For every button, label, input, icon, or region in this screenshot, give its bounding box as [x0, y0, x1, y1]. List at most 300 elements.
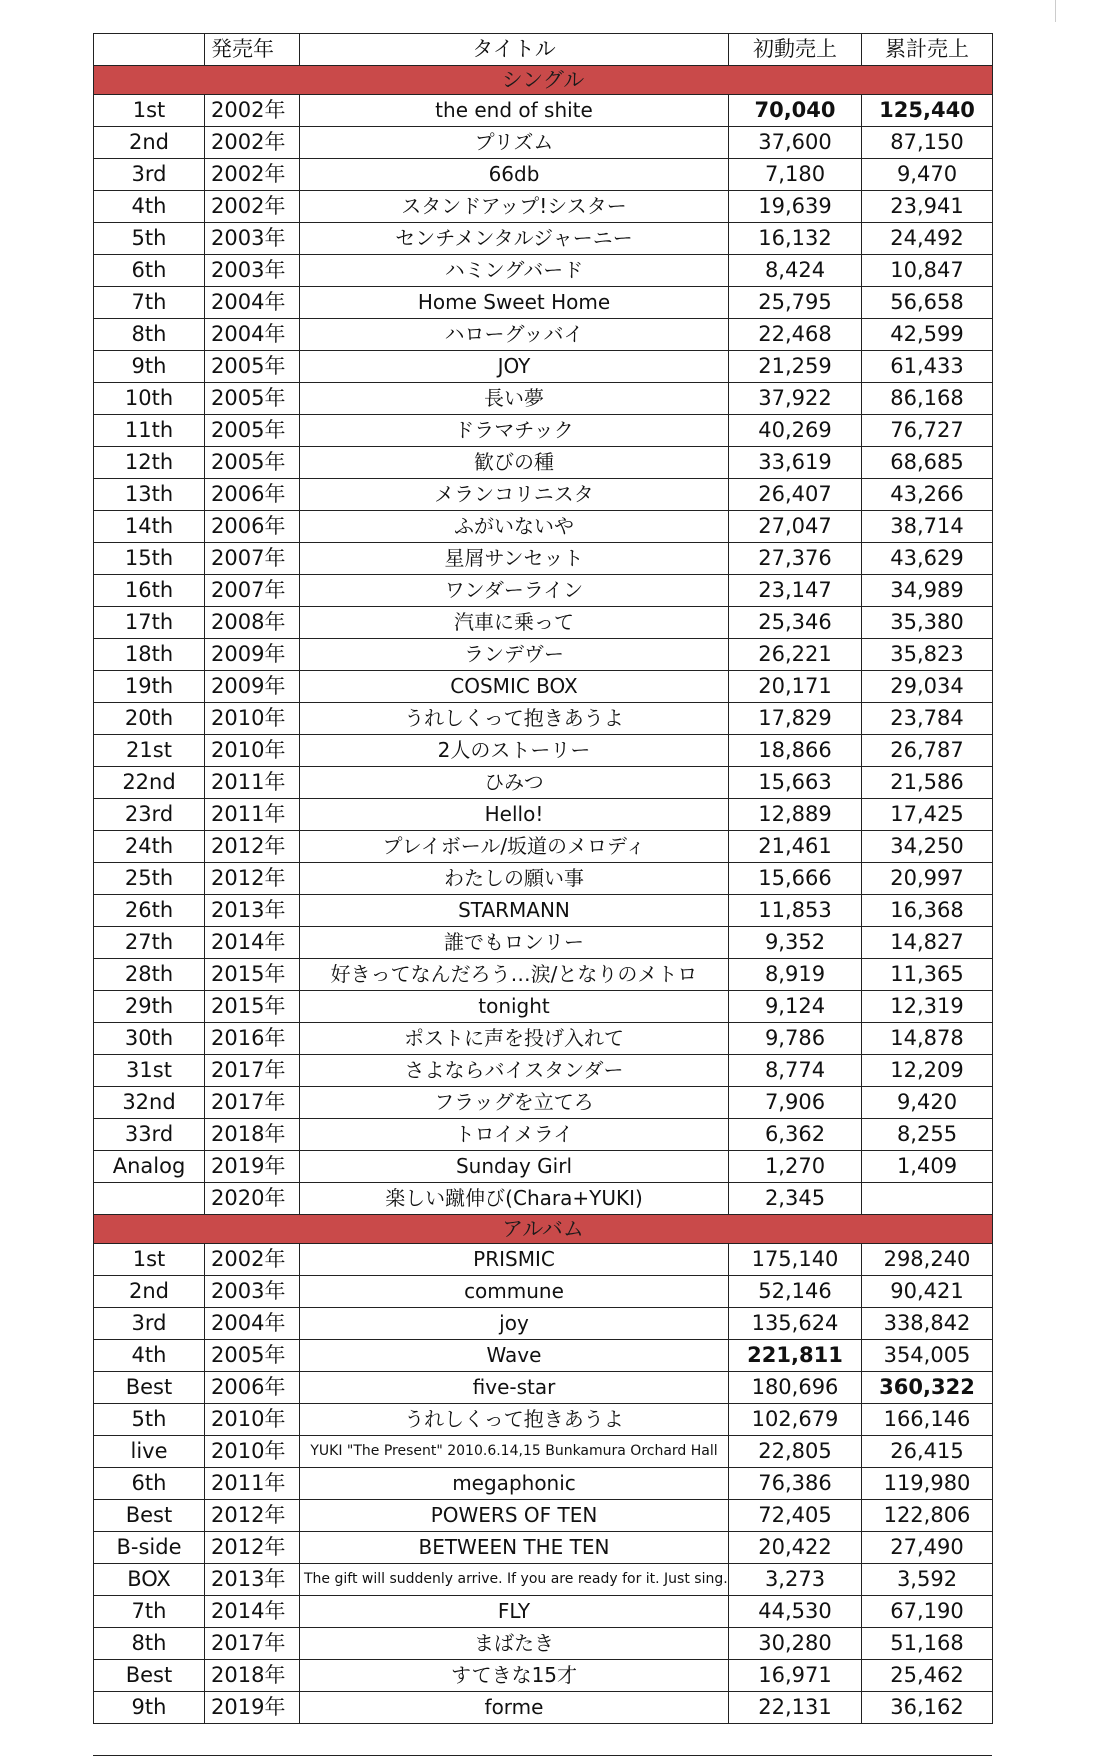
- release-number-cell: 2nd: [94, 127, 205, 159]
- first-week-sales-cell: 37,600: [729, 127, 862, 159]
- table-row: [94, 575, 993, 607]
- table-row: [94, 1055, 993, 1087]
- title-cell: FLY: [300, 1596, 729, 1628]
- total-sales-cell: 14,827: [862, 927, 993, 959]
- release-number-cell: 4th: [94, 191, 205, 223]
- release-year-cell: 2002年: [205, 1244, 300, 1276]
- release-number-cell: 10th: [94, 383, 205, 415]
- first-week-sales-cell: 76,386: [729, 1468, 862, 1500]
- release-number-cell: live: [94, 1436, 205, 1468]
- release-number-cell: 33rd: [94, 1119, 205, 1151]
- release-number-cell: Best: [94, 1660, 205, 1692]
- table-row: [94, 543, 993, 575]
- first-week-sales-cell: 27,376: [729, 543, 862, 575]
- title-cell: forme: [300, 1692, 729, 1724]
- total-sales-cell: 29,034: [862, 671, 993, 703]
- table-row: [94, 1119, 993, 1151]
- page-edge-line: [1055, 0, 1056, 22]
- table-row: [94, 383, 993, 415]
- bottom-rule: [93, 1755, 992, 1756]
- release-year-cell: 2011年: [205, 767, 300, 799]
- release-number-cell: 27th: [94, 927, 205, 959]
- release-year-cell: 2014年: [205, 1596, 300, 1628]
- release-year-cell: 2017年: [205, 1087, 300, 1119]
- release-year-cell: 2002年: [205, 191, 300, 223]
- title-cell: BETWEEN THE TEN: [300, 1532, 729, 1564]
- title-cell: ひみつ: [300, 767, 729, 799]
- title-cell: まばたき: [300, 1628, 729, 1660]
- table-row: [94, 319, 993, 351]
- total-sales-cell: 9,470: [862, 159, 993, 191]
- first-week-sales-cell: 1,270: [729, 1151, 862, 1183]
- table-row: [94, 671, 993, 703]
- table-row: [94, 415, 993, 447]
- first-week-sales-cell: 7,906: [729, 1087, 862, 1119]
- release-year-cell: 2005年: [205, 447, 300, 479]
- title-cell: プレイボール/坂道のメロディ: [300, 831, 729, 863]
- first-week-sales-cell: 16,132: [729, 223, 862, 255]
- sales-table-body: [94, 34, 993, 1724]
- release-year-cell: 2003年: [205, 255, 300, 287]
- table-row: [94, 159, 993, 191]
- title-cell: Home Sweet Home: [300, 287, 729, 319]
- first-week-sales-cell: 30,280: [729, 1628, 862, 1660]
- release-year-cell: 2009年: [205, 639, 300, 671]
- total-sales-cell: 298,240: [862, 1244, 993, 1276]
- table-row: [94, 255, 993, 287]
- total-sales-cell: 338,842: [862, 1308, 993, 1340]
- table-row: [94, 287, 993, 319]
- header-row: [94, 34, 993, 66]
- release-year-cell: 2006年: [205, 511, 300, 543]
- title-cell: うれしくって抱きあうよ: [300, 1404, 729, 1436]
- release-year-cell: 2013年: [205, 1564, 300, 1596]
- table-row: [94, 1340, 993, 1372]
- release-year-cell: 2006年: [205, 1372, 300, 1404]
- table-row: [94, 1244, 993, 1276]
- title-cell: tonight: [300, 991, 729, 1023]
- table-row: [94, 1151, 993, 1183]
- total-sales-cell: 34,989: [862, 575, 993, 607]
- total-sales-cell: 51,168: [862, 1628, 993, 1660]
- title-cell: わたしの願い事: [300, 863, 729, 895]
- first-week-sales-cell: 26,221: [729, 639, 862, 671]
- table-row: [94, 735, 993, 767]
- table-row: [94, 703, 993, 735]
- total-sales-cell: 24,492: [862, 223, 993, 255]
- release-number-cell: 23rd: [94, 799, 205, 831]
- total-sales-cell: 90,421: [862, 1276, 993, 1308]
- release-number-cell: 12th: [94, 447, 205, 479]
- release-number-cell: 19th: [94, 671, 205, 703]
- total-sales-cell: 122,806: [862, 1500, 993, 1532]
- title-cell: 2人のストーリー: [300, 735, 729, 767]
- title-cell: さよならバイスタンダー: [300, 1055, 729, 1087]
- total-sales-cell: 67,190: [862, 1596, 993, 1628]
- release-year-cell: 2012年: [205, 1500, 300, 1532]
- table-row: [94, 895, 993, 927]
- title-cell: STARMANN: [300, 895, 729, 927]
- release-number-cell: 31st: [94, 1055, 205, 1087]
- total-sales-cell: 16,368: [862, 895, 993, 927]
- first-week-sales-cell: 27,047: [729, 511, 862, 543]
- release-year-cell: 2010年: [205, 735, 300, 767]
- table-row: [94, 191, 993, 223]
- table-row: [94, 351, 993, 383]
- table-row: [94, 95, 993, 127]
- release-number-cell: 25th: [94, 863, 205, 895]
- title-cell: すてきな15才: [300, 1660, 729, 1692]
- section-label: アルバム: [94, 1215, 993, 1244]
- total-sales-cell: 27,490: [862, 1532, 993, 1564]
- release-number-cell: 8th: [94, 1628, 205, 1660]
- release-number-cell: 6th: [94, 255, 205, 287]
- release-year-cell: 2004年: [205, 287, 300, 319]
- release-year-cell: 2019年: [205, 1692, 300, 1724]
- table-row: [94, 479, 993, 511]
- total-sales-cell: 56,658: [862, 287, 993, 319]
- title-cell: プリズム: [300, 127, 729, 159]
- total-sales-cell: 68,685: [862, 447, 993, 479]
- total-sales-cell: 166,146: [862, 1404, 993, 1436]
- release-number-cell: Best: [94, 1500, 205, 1532]
- total-sales-cell: 35,823: [862, 639, 993, 671]
- title-cell: COSMIC BOX: [300, 671, 729, 703]
- release-number-cell: Best: [94, 1372, 205, 1404]
- total-sales-cell: 125,440: [862, 95, 993, 127]
- release-number-cell: 30th: [94, 1023, 205, 1055]
- first-week-sales-cell: 180,696: [729, 1372, 862, 1404]
- first-week-sales-cell: 18,866: [729, 735, 862, 767]
- first-week-sales-cell: 9,352: [729, 927, 862, 959]
- header-title: タイトル: [300, 34, 729, 66]
- release-year-cell: 2005年: [205, 383, 300, 415]
- table-row: [94, 1628, 993, 1660]
- release-number-cell: Analog: [94, 1151, 205, 1183]
- title-cell: The gift will suddenly arrive. If you are ready for it. Just sing.: [300, 1564, 729, 1596]
- title-cell: スタンドアップ!シスター: [300, 191, 729, 223]
- release-number-cell: 20th: [94, 703, 205, 735]
- release-year-cell: 2005年: [205, 1340, 300, 1372]
- release-year-cell: 2013年: [205, 895, 300, 927]
- sales-table: [93, 33, 993, 1724]
- title-cell: commune: [300, 1276, 729, 1308]
- table-row: [94, 639, 993, 671]
- total-sales-cell: 26,415: [862, 1436, 993, 1468]
- header-year: 発売年: [205, 34, 300, 66]
- release-year-cell: 2007年: [205, 575, 300, 607]
- header-total-sales: 累計売上: [862, 34, 993, 66]
- release-number-cell: BOX: [94, 1564, 205, 1596]
- release-number-cell: 22nd: [94, 767, 205, 799]
- total-sales-cell: 42,599: [862, 319, 993, 351]
- first-week-sales-cell: 3,273: [729, 1564, 862, 1596]
- release-year-cell: 2012年: [205, 831, 300, 863]
- release-number-cell: B-side: [94, 1532, 205, 1564]
- first-week-sales-cell: 8,424: [729, 255, 862, 287]
- release-year-cell: 2019年: [205, 1151, 300, 1183]
- release-year-cell: 2010年: [205, 703, 300, 735]
- first-week-sales-cell: 175,140: [729, 1244, 862, 1276]
- release-number-cell: 16th: [94, 575, 205, 607]
- first-week-sales-cell: 72,405: [729, 1500, 862, 1532]
- first-week-sales-cell: 40,269: [729, 415, 862, 447]
- release-number-cell: 4th: [94, 1340, 205, 1372]
- release-year-cell: 2003年: [205, 1276, 300, 1308]
- title-cell: 誰でもロンリー: [300, 927, 729, 959]
- section-header-row: [94, 66, 993, 95]
- release-number-cell: 26th: [94, 895, 205, 927]
- release-number-cell: 17th: [94, 607, 205, 639]
- title-cell: トロイメライ: [300, 1119, 729, 1151]
- release-number-cell: 28th: [94, 959, 205, 991]
- table-row: [94, 927, 993, 959]
- release-year-cell: 2004年: [205, 1308, 300, 1340]
- release-number-cell: 5th: [94, 1404, 205, 1436]
- release-number-cell: 1st: [94, 95, 205, 127]
- total-sales-cell: 20,997: [862, 863, 993, 895]
- total-sales-cell: 23,941: [862, 191, 993, 223]
- title-cell: ドラマチック: [300, 415, 729, 447]
- title-cell: ワンダーライン: [300, 575, 729, 607]
- total-sales-cell: 119,980: [862, 1468, 993, 1500]
- first-week-sales-cell: 9,786: [729, 1023, 862, 1055]
- title-cell: JOY: [300, 351, 729, 383]
- release-number-cell: 9th: [94, 1692, 205, 1724]
- table-row: [94, 607, 993, 639]
- release-year-cell: 2006年: [205, 479, 300, 511]
- first-week-sales-cell: 102,679: [729, 1404, 862, 1436]
- title-cell: 歓びの種: [300, 447, 729, 479]
- total-sales-cell: 23,784: [862, 703, 993, 735]
- release-number-cell: 2nd: [94, 1276, 205, 1308]
- title-cell: Sunday Girl: [300, 1151, 729, 1183]
- first-week-sales-cell: 70,040: [729, 95, 862, 127]
- first-week-sales-cell: 16,971: [729, 1660, 862, 1692]
- table-row: [94, 831, 993, 863]
- total-sales-cell: 87,150: [862, 127, 993, 159]
- title-cell: YUKI "The Present" 2010.6.14,15 Bunkamura Orchard Hall: [300, 1436, 729, 1468]
- release-number-cell: 21st: [94, 735, 205, 767]
- title-cell: 好きってなんだろう…涙/となりのメトロ: [300, 959, 729, 991]
- release-year-cell: 2002年: [205, 159, 300, 191]
- section-label: シングル: [94, 66, 993, 95]
- release-number-cell: 7th: [94, 287, 205, 319]
- first-week-sales-cell: 23,147: [729, 575, 862, 607]
- release-year-cell: 2005年: [205, 415, 300, 447]
- first-week-sales-cell: 25,795: [729, 287, 862, 319]
- title-cell: the end of shite: [300, 95, 729, 127]
- title-cell: 楽しい蹴伸び(Chara+YUKI): [300, 1183, 729, 1215]
- title-cell: ポストに声を投げ入れて: [300, 1023, 729, 1055]
- total-sales-cell: 14,878: [862, 1023, 993, 1055]
- first-week-sales-cell: 52,146: [729, 1276, 862, 1308]
- release-number-cell: 9th: [94, 351, 205, 383]
- title-cell: 星屑サンセット: [300, 543, 729, 575]
- release-year-cell: 2014年: [205, 927, 300, 959]
- title-cell: 長い夢: [300, 383, 729, 415]
- total-sales-cell: 61,433: [862, 351, 993, 383]
- release-year-cell: 2010年: [205, 1404, 300, 1436]
- release-year-cell: 2012年: [205, 1532, 300, 1564]
- first-week-sales-cell: 221,811: [729, 1340, 862, 1372]
- title-cell: PRISMIC: [300, 1244, 729, 1276]
- release-year-cell: 2012年: [205, 863, 300, 895]
- release-number-cell: 24th: [94, 831, 205, 863]
- release-year-cell: 2015年: [205, 991, 300, 1023]
- release-year-cell: 2007年: [205, 543, 300, 575]
- release-year-cell: 2005年: [205, 351, 300, 383]
- first-week-sales-cell: 8,919: [729, 959, 862, 991]
- title-cell: Wave: [300, 1340, 729, 1372]
- first-week-sales-cell: 12,889: [729, 799, 862, 831]
- first-week-sales-cell: 20,422: [729, 1532, 862, 1564]
- total-sales-cell: 26,787: [862, 735, 993, 767]
- first-week-sales-cell: 20,171: [729, 671, 862, 703]
- table-row: [94, 511, 993, 543]
- title-cell: megaphonic: [300, 1468, 729, 1500]
- title-cell: Hello!: [300, 799, 729, 831]
- header-number: [94, 34, 205, 66]
- title-cell: センチメンタルジャーニー: [300, 223, 729, 255]
- total-sales-cell: 86,168: [862, 383, 993, 415]
- header-first-week-sales: 初動売上: [729, 34, 862, 66]
- title-cell: ふがいないや: [300, 511, 729, 543]
- first-week-sales-cell: 15,666: [729, 863, 862, 895]
- title-cell: 66db: [300, 159, 729, 191]
- title-cell: joy: [300, 1308, 729, 1340]
- total-sales-cell: 12,319: [862, 991, 993, 1023]
- first-week-sales-cell: 9,124: [729, 991, 862, 1023]
- total-sales-cell: 25,462: [862, 1660, 993, 1692]
- first-week-sales-cell: 26,407: [729, 479, 862, 511]
- table-row: [94, 991, 993, 1023]
- first-week-sales-cell: 22,131: [729, 1692, 862, 1724]
- title-cell: ハミングバード: [300, 255, 729, 287]
- table-row: [94, 767, 993, 799]
- release-number-cell: 5th: [94, 223, 205, 255]
- first-week-sales-cell: 2,345: [729, 1183, 862, 1215]
- release-number-cell: 29th: [94, 991, 205, 1023]
- release-year-cell: 2017年: [205, 1628, 300, 1660]
- table-row: [94, 1500, 993, 1532]
- release-number-cell: 11th: [94, 415, 205, 447]
- title-cell: 汽車に乗って: [300, 607, 729, 639]
- release-number-cell: 6th: [94, 1468, 205, 1500]
- release-year-cell: 2017年: [205, 1055, 300, 1087]
- table-row: [94, 1564, 993, 1596]
- table-row: [94, 1276, 993, 1308]
- first-week-sales-cell: 21,259: [729, 351, 862, 383]
- release-year-cell: 2018年: [205, 1660, 300, 1692]
- total-sales-cell: 36,162: [862, 1692, 993, 1724]
- release-year-cell: 2004年: [205, 319, 300, 351]
- title-cell: ランデヴー: [300, 639, 729, 671]
- release-year-cell: 2016年: [205, 1023, 300, 1055]
- table-row: [94, 447, 993, 479]
- total-sales-cell: 17,425: [862, 799, 993, 831]
- table-row: [94, 1087, 993, 1119]
- release-year-cell: 2015年: [205, 959, 300, 991]
- table-row: [94, 1532, 993, 1564]
- release-year-cell: 2002年: [205, 127, 300, 159]
- release-year-cell: 2008年: [205, 607, 300, 639]
- total-sales-cell: 12,209: [862, 1055, 993, 1087]
- total-sales-cell: 76,727: [862, 415, 993, 447]
- release-year-cell: 2020年: [205, 1183, 300, 1215]
- release-number-cell: 1st: [94, 1244, 205, 1276]
- title-cell: ハローグッバイ: [300, 319, 729, 351]
- release-number-cell: [94, 1183, 205, 1215]
- release-number-cell: 7th: [94, 1596, 205, 1628]
- table-row: [94, 1692, 993, 1724]
- first-week-sales-cell: 22,805: [729, 1436, 862, 1468]
- release-number-cell: 15th: [94, 543, 205, 575]
- first-week-sales-cell: 6,362: [729, 1119, 862, 1151]
- release-year-cell: 2011年: [205, 1468, 300, 1500]
- first-week-sales-cell: 37,922: [729, 383, 862, 415]
- release-year-cell: 2003年: [205, 223, 300, 255]
- first-week-sales-cell: 15,663: [729, 767, 862, 799]
- table-row: [94, 1436, 993, 1468]
- section-header-row: [94, 1215, 993, 1244]
- first-week-sales-cell: 22,468: [729, 319, 862, 351]
- total-sales-cell: 43,266: [862, 479, 993, 511]
- release-number-cell: 3rd: [94, 1308, 205, 1340]
- total-sales-cell: 354,005: [862, 1340, 993, 1372]
- total-sales-cell: 38,714: [862, 511, 993, 543]
- table-row: [94, 223, 993, 255]
- first-week-sales-cell: 17,829: [729, 703, 862, 735]
- total-sales-cell: [862, 1183, 993, 1215]
- first-week-sales-cell: 135,624: [729, 1308, 862, 1340]
- first-week-sales-cell: 8,774: [729, 1055, 862, 1087]
- table-row: [94, 1023, 993, 1055]
- total-sales-cell: 10,847: [862, 255, 993, 287]
- first-week-sales-cell: 21,461: [729, 831, 862, 863]
- table-row: [94, 1404, 993, 1436]
- table-row: [94, 1596, 993, 1628]
- table-row: [94, 799, 993, 831]
- total-sales-cell: 21,586: [862, 767, 993, 799]
- total-sales-cell: 11,365: [862, 959, 993, 991]
- table-row: [94, 1308, 993, 1340]
- release-number-cell: 8th: [94, 319, 205, 351]
- first-week-sales-cell: 44,530: [729, 1596, 862, 1628]
- first-week-sales-cell: 19,639: [729, 191, 862, 223]
- release-year-cell: 2002年: [205, 95, 300, 127]
- table-row: [94, 1660, 993, 1692]
- release-number-cell: 18th: [94, 639, 205, 671]
- total-sales-cell: 35,380: [862, 607, 993, 639]
- title-cell: POWERS OF TEN: [300, 1500, 729, 1532]
- table-row: [94, 127, 993, 159]
- table-row: [94, 1183, 993, 1215]
- first-week-sales-cell: 33,619: [729, 447, 862, 479]
- table-row: [94, 1372, 993, 1404]
- table-row: [94, 1468, 993, 1500]
- total-sales-cell: 34,250: [862, 831, 993, 863]
- table-row: [94, 959, 993, 991]
- release-number-cell: 32nd: [94, 1087, 205, 1119]
- first-week-sales-cell: 7,180: [729, 159, 862, 191]
- release-year-cell: 2010年: [205, 1436, 300, 1468]
- total-sales-cell: 43,629: [862, 543, 993, 575]
- title-cell: うれしくって抱きあうよ: [300, 703, 729, 735]
- total-sales-cell: 3,592: [862, 1564, 993, 1596]
- table-row: [94, 863, 993, 895]
- release-year-cell: 2009年: [205, 671, 300, 703]
